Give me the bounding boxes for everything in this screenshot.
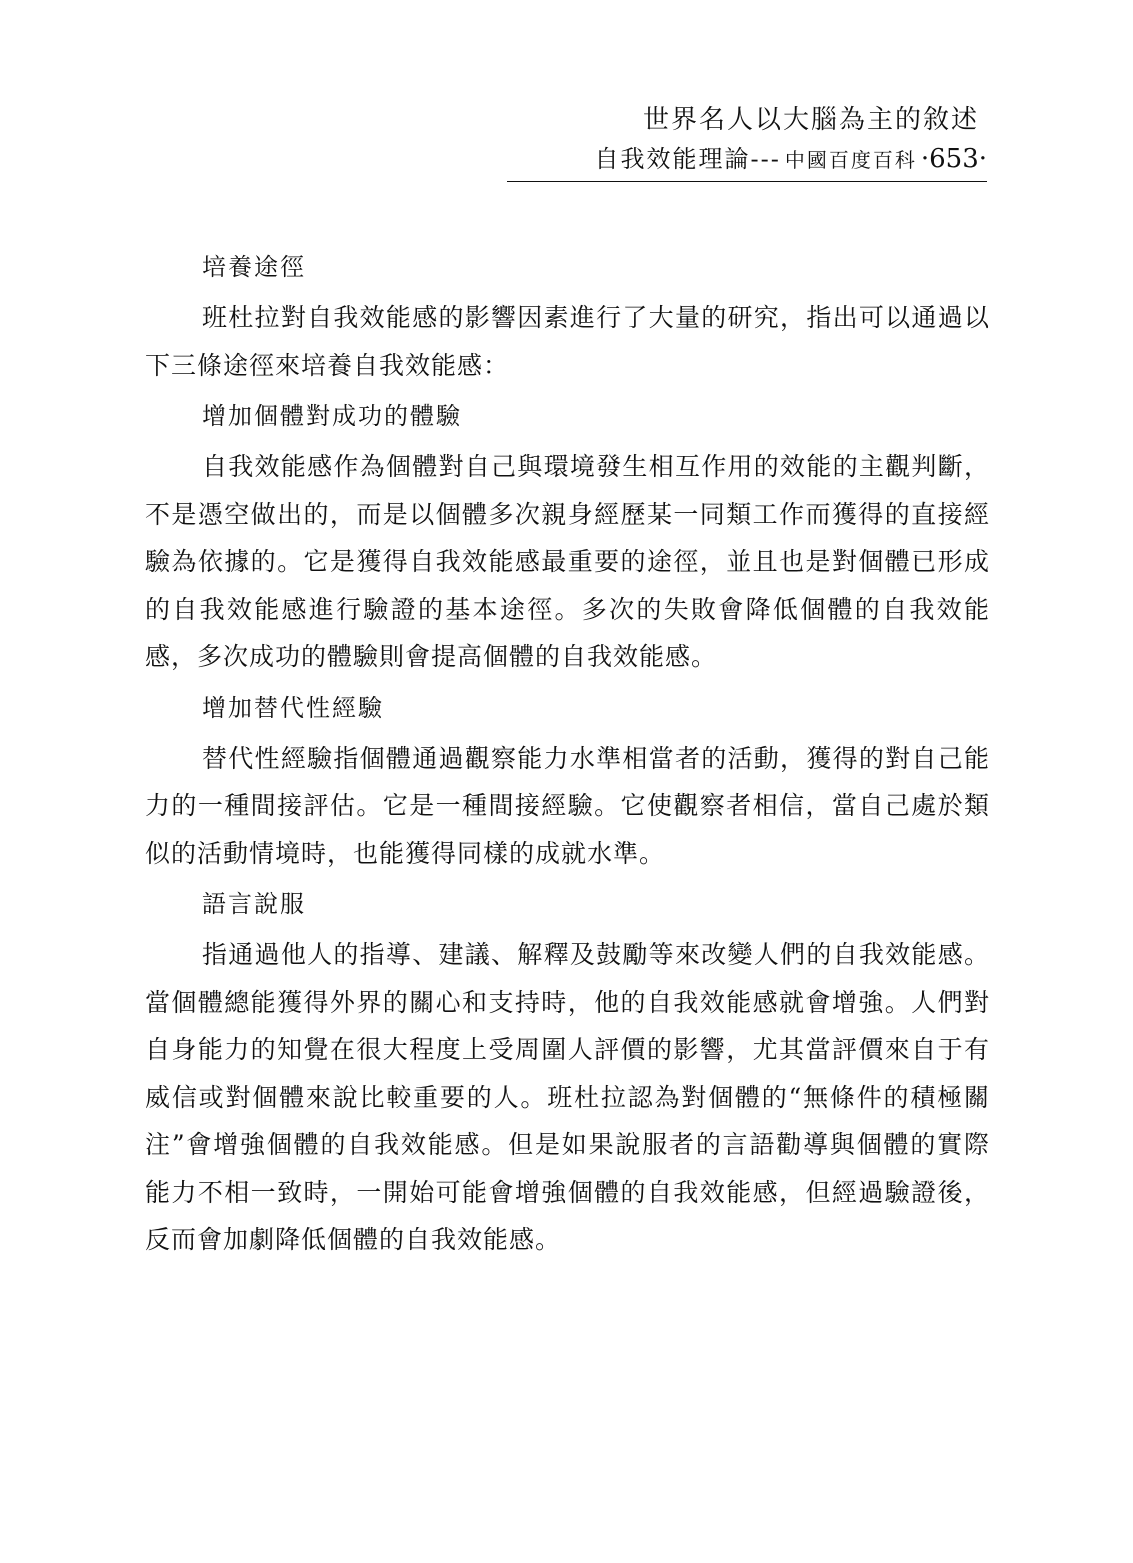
section-mastery-experience: [145, 393, 990, 681]
section-heading: 培養途徑: [202, 253, 306, 281]
section-heading: 增加替代性經驗: [202, 693, 384, 722]
section-paragraph: 班杜拉對自我效能感的影響因素進行了大量的研究，指出可以通過以下三條途徑來培養自我效能感：: [145, 303, 990, 380]
page-number: ·653·: [920, 144, 987, 174]
running-header: [507, 100, 987, 182]
section-paragraph: 指通過他人的指導、建議、解釋及鼓勵等來改變人們的自我效能感。當個體總能獲得外界的關心和支持時，他的自我效能感就會增強。人們對自身能力的知覺在很大程度上受周圍人評價的影響，尤其當評價來自于有威信或對個體來說比較重要的人。班杜拉認為對個體的“無條件的積極關注”會增強個體的自我效能感。但是如果說服者的言語勸導與個體的實際能力不相一致時，一開始可能會增強個體的自我效能感，但經過驗證後，反而會加劇降低個體的自我效能感。: [145, 940, 990, 1254]
header-title: 世界名人以大腦為主的敘述: [642, 105, 979, 135]
section-verbal-persuasion: [145, 881, 990, 1264]
header-source: 中國百度百科: [784, 148, 917, 172]
section-vicarious-experience: [145, 685, 990, 878]
header-subtitle: 自我效能理論---: [594, 145, 781, 173]
section-paragraph: 替代性經驗指個體通過觀察能力水準相當者的活動，獲得的對自己能力的一種間接評估。它是一種間接經驗。它使觀察者相信，當自己處於類似的活動情境時，也能獲得同樣的成就水準。: [145, 743, 990, 868]
section-heading: 增加個體對成功的體驗: [202, 402, 462, 430]
header-subtitle-line: [507, 140, 987, 182]
section-heading: 語言說服: [202, 890, 306, 918]
section-cultivation-approaches: [145, 244, 990, 389]
section-paragraph: 自我效能感作為個體對自己與環境發生相互作用的效能的主觀判斷，不是憑空做出的，而是以個體多次親身經歷某一同類工作而獲得的直接經驗為依據的。它是獲得自我效能感最重要的途徑，並且也是對個體已形成的自我效能感進行驗證的基本途徑。多次的失敗會降低個體的自我效能感，多次成功的體驗則會提高個體的自我效能感。: [145, 452, 990, 671]
page-body: [145, 244, 990, 1268]
